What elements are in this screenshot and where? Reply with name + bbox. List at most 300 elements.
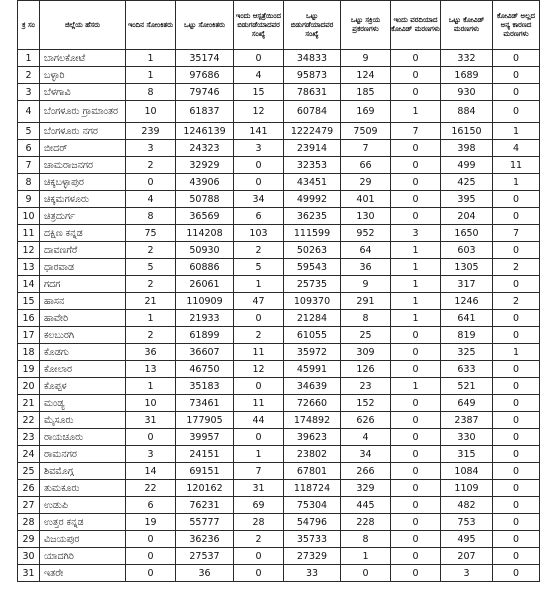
- cell-total-positive: 60886: [176, 259, 234, 276]
- table-row: [18, 225, 540, 242]
- cell-today-positive: 0: [126, 174, 176, 191]
- cell-today-positive: 31: [126, 412, 176, 429]
- cell-today-positive: 10: [126, 101, 176, 123]
- cell-other-deaths: 0: [493, 208, 540, 225]
- table-row: [18, 412, 540, 429]
- cell-serial: 27: [18, 497, 40, 514]
- cell-today-deaths: 0: [391, 361, 441, 378]
- cell-today-discharged: 28: [234, 514, 284, 531]
- cell-other-deaths: 0: [493, 242, 540, 259]
- cell-total-positive: 73461: [176, 395, 234, 412]
- cell-today-positive: 8: [126, 208, 176, 225]
- cell-today-discharged: 2: [234, 242, 284, 259]
- cell-today-positive: 10: [126, 395, 176, 412]
- cell-total-discharged: 35972: [284, 344, 341, 361]
- cell-total-positive: 1246139: [176, 123, 234, 140]
- cell-total-deaths: 1650: [441, 225, 493, 242]
- cell-total-deaths: 1084: [441, 463, 493, 480]
- cell-district: ಬೆಂಗಳೂರು ನಗರ: [40, 123, 126, 140]
- cell-today-positive: 4: [126, 191, 176, 208]
- cell-today-discharged: 1: [234, 276, 284, 293]
- cell-total-deaths: 398: [441, 140, 493, 157]
- cell-today-deaths: 0: [391, 84, 441, 101]
- cell-total-positive: 26061: [176, 276, 234, 293]
- cell-other-deaths: 2: [493, 259, 540, 276]
- cell-total-discharged: 23914: [284, 140, 341, 157]
- cell-serial: 26: [18, 480, 40, 497]
- cell-serial: 24: [18, 446, 40, 463]
- cell-total-discharged: 35733: [284, 531, 341, 548]
- cell-total-positive: 114208: [176, 225, 234, 242]
- cell-total-discharged: 21284: [284, 310, 341, 327]
- cell-total-discharged: 95873: [284, 67, 341, 84]
- cell-total-discharged: 78631: [284, 84, 341, 101]
- cell-total-positive: 79746: [176, 84, 234, 101]
- cell-today-deaths: 0: [391, 191, 441, 208]
- cell-active-cases: 34: [341, 446, 391, 463]
- cell-total-deaths: 819: [441, 327, 493, 344]
- cell-active-cases: 7: [341, 140, 391, 157]
- cell-total-deaths: 521: [441, 378, 493, 395]
- cell-district: ಕಲಬುರಗಿ: [40, 327, 126, 344]
- cell-district: ಕೊಪ್ಪಳ: [40, 378, 126, 395]
- cell-today-discharged: 2: [234, 531, 284, 548]
- cell-today-deaths: 0: [391, 174, 441, 191]
- cell-total-positive: 76231: [176, 497, 234, 514]
- table-row: [18, 242, 540, 259]
- cell-today-deaths: 0: [391, 395, 441, 412]
- cell-serial: 2: [18, 67, 40, 84]
- cell-total-discharged: 59543: [284, 259, 341, 276]
- cell-total-discharged: 45991: [284, 361, 341, 378]
- cell-other-deaths: 0: [493, 548, 540, 565]
- cell-district: ಹಾವೇರಿ: [40, 310, 126, 327]
- cell-total-positive: 120162: [176, 480, 234, 497]
- cell-today-deaths: 1: [391, 259, 441, 276]
- cell-total-positive: 50788: [176, 191, 234, 208]
- table-row: [18, 67, 540, 84]
- cell-active-cases: 66: [341, 157, 391, 174]
- cell-today-deaths: 0: [391, 50, 441, 67]
- cell-today-positive: 0: [126, 565, 176, 582]
- cell-other-deaths: 0: [493, 67, 540, 84]
- table-row: [18, 276, 540, 293]
- cell-district: ರಾಮನಗರ: [40, 446, 126, 463]
- cell-total-discharged: 61055: [284, 327, 341, 344]
- cell-total-deaths: 330: [441, 429, 493, 446]
- cell-total-deaths: 2387: [441, 412, 493, 429]
- cell-today-discharged: 0: [234, 310, 284, 327]
- cell-today-deaths: 1: [391, 276, 441, 293]
- cell-serial: 13: [18, 259, 40, 276]
- cell-today-deaths: 0: [391, 531, 441, 548]
- cell-today-positive: 6: [126, 497, 176, 514]
- cell-other-deaths: 0: [493, 191, 540, 208]
- cell-total-deaths: 603: [441, 242, 493, 259]
- cell-total-positive: 46750: [176, 361, 234, 378]
- cell-district: ಚಿತ್ರದುರ್ಗ: [40, 208, 126, 225]
- cell-serial: 8: [18, 174, 40, 191]
- cell-today-discharged: 11: [234, 395, 284, 412]
- cell-total-positive: 21933: [176, 310, 234, 327]
- cell-total-discharged: 34639: [284, 378, 341, 395]
- cell-other-deaths: 0: [493, 497, 540, 514]
- cell-serial: 29: [18, 531, 40, 548]
- cell-serial: 11: [18, 225, 40, 242]
- table-row: [18, 497, 540, 514]
- cell-active-cases: 29: [341, 174, 391, 191]
- header-total-deaths: ಒಟ್ಟು ಕೋವಿಡ್ ಮರಣಗಳು: [441, 1, 493, 50]
- table-row: [18, 327, 540, 344]
- table-row: [18, 140, 540, 157]
- cell-today-discharged: 12: [234, 101, 284, 123]
- cell-total-deaths: 1689: [441, 67, 493, 84]
- cell-serial: 14: [18, 276, 40, 293]
- cell-today-deaths: 1: [391, 242, 441, 259]
- cell-total-deaths: 425: [441, 174, 493, 191]
- cell-total-discharged: 50263: [284, 242, 341, 259]
- cell-today-discharged: 4: [234, 67, 284, 84]
- page-margin-left: [0, 0, 17, 600]
- cell-other-deaths: 0: [493, 429, 540, 446]
- cell-today-discharged: 6: [234, 208, 284, 225]
- cell-today-deaths: 0: [391, 157, 441, 174]
- cell-district: ಬಾಗಲಕೋಟೆ: [40, 50, 126, 67]
- cell-other-deaths: 0: [493, 378, 540, 395]
- cell-other-deaths: 11: [493, 157, 540, 174]
- cell-other-deaths: 0: [493, 531, 540, 548]
- cell-today-discharged: 12: [234, 361, 284, 378]
- cell-active-cases: 36: [341, 259, 391, 276]
- cell-total-discharged: 34833: [284, 50, 341, 67]
- table-row: [18, 174, 540, 191]
- cell-serial: 18: [18, 344, 40, 361]
- cell-today-discharged: 0: [234, 157, 284, 174]
- cell-other-deaths: 0: [493, 395, 540, 412]
- cell-other-deaths: 0: [493, 84, 540, 101]
- cell-active-cases: 126: [341, 361, 391, 378]
- cell-total-positive: 32929: [176, 157, 234, 174]
- cell-active-cases: 952: [341, 225, 391, 242]
- cell-today-positive: 0: [126, 429, 176, 446]
- cell-serial: 22: [18, 412, 40, 429]
- cell-total-discharged: 54796: [284, 514, 341, 531]
- table-row: [18, 208, 540, 225]
- cell-serial: 4: [18, 101, 40, 123]
- cell-total-positive: 177905: [176, 412, 234, 429]
- cell-today-deaths: 0: [391, 497, 441, 514]
- cell-today-discharged: 0: [234, 174, 284, 191]
- district-covid-table: [17, 0, 540, 582]
- cell-today-deaths: 0: [391, 429, 441, 446]
- cell-today-positive: 14: [126, 463, 176, 480]
- cell-today-discharged: 0: [234, 378, 284, 395]
- cell-other-deaths: 0: [493, 463, 540, 480]
- cell-today-positive: 1: [126, 50, 176, 67]
- cell-district: ಚಿಕ್ಕಬಳ್ಳಾಪುರ: [40, 174, 126, 191]
- header-today-discharged: ಇಂದು ಆಸ್ಪತ್ರೆಯಿಂದ ಬಿಡುಗಡೆಯಾದವರ ಸಂಖ್ಯೆ: [234, 1, 284, 50]
- cell-district: ದಾವಣಗೆರೆ: [40, 242, 126, 259]
- cell-total-positive: 24323: [176, 140, 234, 157]
- cell-district: ತುಮಕೂರು: [40, 480, 126, 497]
- cell-active-cases: 9: [341, 276, 391, 293]
- cell-today-discharged: 2: [234, 327, 284, 344]
- cell-active-cases: 130: [341, 208, 391, 225]
- cell-today-deaths: 1: [391, 293, 441, 310]
- cell-today-deaths: 0: [391, 208, 441, 225]
- table-row: [18, 480, 540, 497]
- cell-active-cases: 7509: [341, 123, 391, 140]
- cell-active-cases: 228: [341, 514, 391, 531]
- cell-today-positive: 8: [126, 84, 176, 101]
- cell-total-positive: 61837: [176, 101, 234, 123]
- cell-total-deaths: 395: [441, 191, 493, 208]
- cell-other-deaths: 1: [493, 123, 540, 140]
- cell-today-deaths: 0: [391, 327, 441, 344]
- cell-serial: 25: [18, 463, 40, 480]
- cell-other-deaths: 2: [493, 293, 540, 310]
- table-row: [18, 395, 540, 412]
- cell-today-discharged: 47: [234, 293, 284, 310]
- cell-other-deaths: 0: [493, 361, 540, 378]
- cell-total-discharged: 109370: [284, 293, 341, 310]
- cell-today-positive: 2: [126, 157, 176, 174]
- cell-total-deaths: 332: [441, 50, 493, 67]
- cell-total-deaths: 204: [441, 208, 493, 225]
- cell-today-positive: 1: [126, 310, 176, 327]
- cell-other-deaths: 0: [493, 50, 540, 67]
- table-row: [18, 293, 540, 310]
- cell-today-discharged: 103: [234, 225, 284, 242]
- cell-today-positive: 36: [126, 344, 176, 361]
- cell-district: ಯಾದಗಿರಿ: [40, 548, 126, 565]
- cell-today-positive: 0: [126, 531, 176, 548]
- table-row: [18, 565, 540, 582]
- cell-district: ಬೆಂಗಳೂರು ಗ್ರಾಮಾಂತರ: [40, 101, 126, 123]
- cell-serial: 5: [18, 123, 40, 140]
- cell-serial: 16: [18, 310, 40, 327]
- cell-total-deaths: 641: [441, 310, 493, 327]
- cell-total-discharged: 25735: [284, 276, 341, 293]
- cell-total-positive: 36236: [176, 531, 234, 548]
- table-row: [18, 361, 540, 378]
- table-row: [18, 463, 540, 480]
- cell-district: ಉತ್ತರ ಕನ್ನಡ: [40, 514, 126, 531]
- cell-active-cases: 8: [341, 531, 391, 548]
- cell-active-cases: 626: [341, 412, 391, 429]
- cell-total-deaths: 3: [441, 565, 493, 582]
- cell-serial: 30: [18, 548, 40, 565]
- cell-district: ಕೋಲಾರ: [40, 361, 126, 378]
- cell-active-cases: 23: [341, 378, 391, 395]
- table-row: [18, 101, 540, 123]
- cell-today-deaths: 1: [391, 310, 441, 327]
- cell-active-cases: 185: [341, 84, 391, 101]
- cell-total-deaths: 884: [441, 101, 493, 123]
- cell-district: ಗದಗ: [40, 276, 126, 293]
- cell-active-cases: 124: [341, 67, 391, 84]
- table-header-row: [18, 1, 540, 50]
- cell-district: ಇತರೇ: [40, 565, 126, 582]
- header-total-positive: ಒಟ್ಟು ಸೋಂಕಿತರು: [176, 1, 234, 50]
- cell-active-cases: 64: [341, 242, 391, 259]
- cell-today-positive: 2: [126, 276, 176, 293]
- cell-active-cases: 266: [341, 463, 391, 480]
- header-other-deaths: ಕೋವಿಡ್ ಅಲ್ಲದ ಅನ್ಯ ಕಾರಣದ ಮರಣಗಳು: [493, 1, 540, 50]
- cell-total-deaths: 207: [441, 548, 493, 565]
- cell-today-deaths: 0: [391, 480, 441, 497]
- cell-other-deaths: 1: [493, 174, 540, 191]
- cell-district: ಧಾರವಾಡ: [40, 259, 126, 276]
- cell-today-discharged: 5: [234, 259, 284, 276]
- header-active-cases: ಒಟ್ಟು ಸಕ್ರಿಯ ಪ್ರಕರಣಗಳು: [341, 1, 391, 50]
- cell-total-positive: 36: [176, 565, 234, 582]
- cell-today-positive: 1: [126, 378, 176, 395]
- cell-total-positive: 27537: [176, 548, 234, 565]
- cell-other-deaths: 0: [493, 101, 540, 123]
- table-row: [18, 157, 540, 174]
- cell-total-deaths: 16150: [441, 123, 493, 140]
- cell-serial: 28: [18, 514, 40, 531]
- cell-today-positive: 19: [126, 514, 176, 531]
- cell-today-discharged: 0: [234, 429, 284, 446]
- cell-total-positive: 35174: [176, 50, 234, 67]
- cell-other-deaths: 7: [493, 225, 540, 242]
- cell-total-discharged: 27329: [284, 548, 341, 565]
- cell-total-positive: 61899: [176, 327, 234, 344]
- cell-today-deaths: 0: [391, 67, 441, 84]
- cell-today-discharged: 15: [234, 84, 284, 101]
- cell-today-positive: 2: [126, 242, 176, 259]
- table-row: [18, 84, 540, 101]
- cell-active-cases: 152: [341, 395, 391, 412]
- cell-district: ಹಾಸನ: [40, 293, 126, 310]
- cell-total-discharged: 43451: [284, 174, 341, 191]
- cell-today-deaths: 0: [391, 548, 441, 565]
- cell-total-positive: 110909: [176, 293, 234, 310]
- cell-total-discharged: 39623: [284, 429, 341, 446]
- cell-today-positive: 21: [126, 293, 176, 310]
- cell-serial: 1: [18, 50, 40, 67]
- cell-today-positive: 1: [126, 67, 176, 84]
- cell-district: ವಿಜಯಪುರ: [40, 531, 126, 548]
- cell-today-discharged: 34: [234, 191, 284, 208]
- cell-active-cases: 291: [341, 293, 391, 310]
- cell-district: ಕೊಡಗು: [40, 344, 126, 361]
- cell-active-cases: 1: [341, 548, 391, 565]
- cell-total-deaths: 753: [441, 514, 493, 531]
- cell-active-cases: 9: [341, 50, 391, 67]
- cell-total-discharged: 1222479: [284, 123, 341, 140]
- cell-district: ಬೀದರ್: [40, 140, 126, 157]
- cell-serial: 3: [18, 84, 40, 101]
- cell-other-deaths: 0: [493, 480, 540, 497]
- table-row: [18, 50, 540, 67]
- cell-today-discharged: 31: [234, 480, 284, 497]
- cell-serial: 31: [18, 565, 40, 582]
- header-total-discharged: ಒಟ್ಟು ಬಿಡುಗಡೆಯಾದವರ ಸಂಖ್ಯೆ: [284, 1, 341, 50]
- cell-active-cases: 25: [341, 327, 391, 344]
- cell-active-cases: 309: [341, 344, 391, 361]
- page-margin-right: [551, 0, 560, 600]
- cell-district: ಶಿವಮೊಗ್ಗ: [40, 463, 126, 480]
- cell-total-positive: 97686: [176, 67, 234, 84]
- cell-other-deaths: 0: [493, 514, 540, 531]
- cell-district: ರಾಯಚೂರು: [40, 429, 126, 446]
- cell-other-deaths: 0: [493, 446, 540, 463]
- cell-total-deaths: 317: [441, 276, 493, 293]
- cell-active-cases: 401: [341, 191, 391, 208]
- cell-district: ಬೆಳಗಾವಿ: [40, 84, 126, 101]
- cell-today-deaths: 7: [391, 123, 441, 140]
- cell-total-discharged: 36235: [284, 208, 341, 225]
- header-today-deaths: ಇಂದು ವರದಿಯಾದ ಕೋವಿಡ್ ಮರಣಗಳು: [391, 1, 441, 50]
- cell-active-cases: 329: [341, 480, 391, 497]
- cell-total-discharged: 111599: [284, 225, 341, 242]
- cell-district: ಬಳ್ಳಾರಿ: [40, 67, 126, 84]
- cell-active-cases: 8: [341, 310, 391, 327]
- table-row: [18, 548, 540, 565]
- cell-today-positive: 75: [126, 225, 176, 242]
- cell-serial: 10: [18, 208, 40, 225]
- cell-today-discharged: 11: [234, 344, 284, 361]
- header-district: ಜಿಲ್ಲೆಯ ಹೆಸರು: [40, 1, 126, 50]
- cell-today-deaths: 1: [391, 378, 441, 395]
- table-row: [18, 514, 540, 531]
- cell-today-discharged: 3: [234, 140, 284, 157]
- cell-total-positive: 55777: [176, 514, 234, 531]
- cell-total-deaths: 482: [441, 497, 493, 514]
- cell-total-positive: 24151: [176, 446, 234, 463]
- cell-total-deaths: 499: [441, 157, 493, 174]
- cell-today-deaths: 0: [391, 565, 441, 582]
- table-row: [18, 429, 540, 446]
- cell-today-positive: 3: [126, 140, 176, 157]
- cell-serial: 15: [18, 293, 40, 310]
- cell-today-deaths: 0: [391, 412, 441, 429]
- cell-today-positive: 0: [126, 548, 176, 565]
- cell-other-deaths: 0: [493, 310, 540, 327]
- cell-total-deaths: 315: [441, 446, 493, 463]
- header-serial: ಕ್ರ ಸಂ: [18, 1, 40, 50]
- table-row: [18, 378, 540, 395]
- cell-today-deaths: 0: [391, 514, 441, 531]
- cell-total-deaths: 633: [441, 361, 493, 378]
- cell-today-deaths: 0: [391, 140, 441, 157]
- cell-serial: 7: [18, 157, 40, 174]
- cell-total-discharged: 174892: [284, 412, 341, 429]
- cell-today-positive: 2: [126, 327, 176, 344]
- cell-today-discharged: 0: [234, 565, 284, 582]
- cell-today-discharged: 69: [234, 497, 284, 514]
- cell-other-deaths: 0: [493, 276, 540, 293]
- cell-total-deaths: 1305: [441, 259, 493, 276]
- cell-total-discharged: 49992: [284, 191, 341, 208]
- table-row: [18, 191, 540, 208]
- cell-total-discharged: 23802: [284, 446, 341, 463]
- cell-active-cases: 169: [341, 101, 391, 123]
- cell-total-discharged: 60784: [284, 101, 341, 123]
- cell-total-discharged: 33: [284, 565, 341, 582]
- cell-today-deaths: 1: [391, 101, 441, 123]
- cell-today-discharged: 44: [234, 412, 284, 429]
- cell-serial: 12: [18, 242, 40, 259]
- cell-serial: 20: [18, 378, 40, 395]
- table-row: [18, 123, 540, 140]
- table-body: [18, 50, 540, 582]
- cell-total-discharged: 67801: [284, 463, 341, 480]
- cell-other-deaths: 0: [493, 565, 540, 582]
